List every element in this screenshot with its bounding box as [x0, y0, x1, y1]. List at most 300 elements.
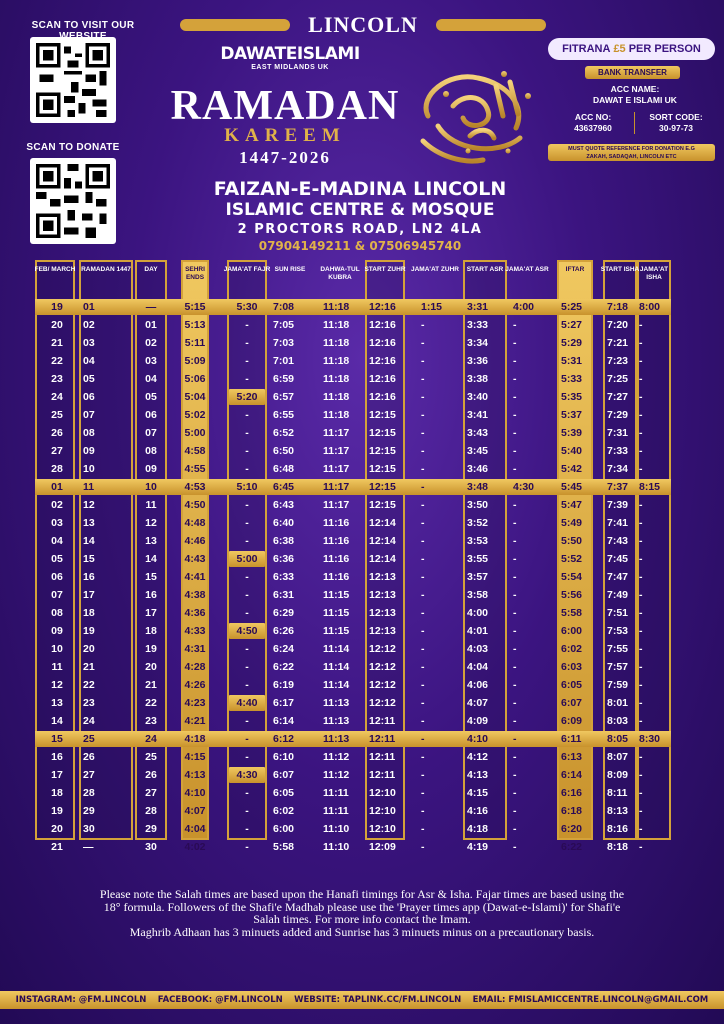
table-cell: -: [513, 751, 517, 763]
table-cell: 12:10: [369, 787, 396, 799]
table-cell: 6:57: [273, 391, 295, 403]
table-cell: 15: [145, 571, 157, 583]
table-cell: 23: [83, 697, 95, 709]
table-cell: 3:55: [467, 553, 489, 565]
table-cell: 6:26: [273, 625, 295, 637]
table-cell: 03: [145, 355, 157, 367]
qr-donate-code[interactable]: [30, 158, 116, 244]
table-cell: -: [513, 643, 517, 655]
banner-bar-right: [436, 19, 546, 31]
table-cell: -: [513, 373, 517, 385]
table-cell: 7:27: [607, 391, 629, 403]
table-cell: 6:14: [561, 769, 583, 781]
table-cell: 4:12: [467, 751, 489, 763]
table-cell: 5:00: [184, 427, 206, 439]
table-cell: 12:15: [369, 463, 396, 475]
table-cell: 11:16: [323, 553, 350, 565]
table-cell: 6:02: [273, 805, 295, 817]
table-cell: 26: [145, 769, 157, 781]
table-cell: -: [421, 715, 425, 727]
table-cell: 3:34: [467, 337, 489, 349]
table-cell: 10: [51, 643, 63, 655]
table-cell: 12:15: [369, 499, 396, 511]
table-cell: -: [513, 823, 517, 835]
table-cell: -: [245, 661, 249, 673]
table-cell: 5:40: [561, 445, 583, 457]
table-cell: 11:14: [323, 661, 350, 673]
table-cell: 4:50: [236, 625, 258, 637]
table-cell: 4:01: [467, 625, 489, 637]
table-cell: 7:39: [607, 499, 629, 511]
sort-code: [634, 112, 717, 134]
table-cell: 30: [145, 841, 157, 853]
table-cell: -: [421, 643, 425, 655]
table-cell: 4:28: [184, 661, 206, 673]
table-cell: 5:56: [561, 589, 583, 601]
table-cell: 6:07: [273, 769, 295, 781]
table-cell: 12:12: [369, 679, 396, 691]
table-cell: 5:42: [561, 463, 583, 475]
table-cell: 4:04: [184, 823, 206, 835]
table-cell: -: [513, 607, 517, 619]
table-cell: 4:06: [467, 679, 489, 691]
table-cell: 6:22: [273, 661, 295, 673]
table-cell: 6:24: [273, 643, 295, 655]
table-cell: -: [421, 373, 425, 385]
table-cell: 6:50: [273, 445, 295, 457]
footer-website[interactable]: WEBSITE: TAPLINK.CC/FM.LINCOLN: [294, 995, 462, 1005]
table-row: [35, 784, 671, 802]
table-cell: -: [639, 535, 643, 547]
table-cell: 22: [145, 697, 157, 709]
table-cell: 18: [145, 625, 157, 637]
column-header: START ASR: [466, 266, 504, 273]
table-cell: 12:16: [369, 391, 396, 403]
table-cell: 7:41: [607, 517, 629, 529]
mosque-address: 2 PROCTORS ROAD, LN2 4LA: [237, 222, 483, 237]
table-cell: 10: [83, 463, 95, 475]
table-row: [35, 676, 671, 694]
table-cell: 7:34: [607, 463, 629, 475]
table-cell: 8:03: [607, 715, 629, 727]
table-cell: 8:05: [607, 733, 629, 745]
table-cell: 4:21: [184, 715, 206, 727]
table-cell: 11:16: [323, 535, 350, 547]
table-cell: 3:40: [467, 391, 489, 403]
table-cell: -: [421, 589, 425, 601]
table-cell: 6:29: [273, 607, 295, 619]
table-row: [35, 532, 671, 550]
table-row: [35, 388, 671, 406]
table-cell: 5:39: [561, 427, 583, 439]
table-cell: 4:07: [184, 805, 206, 817]
table-cell: 11:17: [323, 427, 350, 439]
table-cell: 6:59: [273, 373, 295, 385]
sort-code-label: SORT CODE:: [649, 112, 703, 122]
table-cell: 21: [83, 661, 95, 673]
table-cell: 11:18: [323, 337, 350, 349]
table-cell: 11:18: [323, 373, 350, 385]
table-cell: 7:21: [607, 337, 629, 349]
table-cell: 19: [145, 643, 157, 655]
table-cell: 4:15: [467, 787, 489, 799]
table-cell: 6:07: [561, 697, 583, 709]
table-cell: -: [421, 553, 425, 565]
table-cell: 6:09: [561, 715, 583, 727]
table-cell: 4:23: [184, 697, 206, 709]
note-line-1: Please note the Salah times are based upon the Hanafi timings for Asr & Isha. Fajar times are based using the: [99, 887, 625, 901]
table-cell: 7:57: [607, 661, 629, 673]
table-cell: -: [513, 535, 517, 547]
table-cell: 3:43: [467, 427, 489, 439]
prayer-timetable: [34, 260, 671, 853]
table-cell: -: [245, 571, 249, 583]
table-cell: -: [421, 481, 425, 493]
table-cell: 11:13: [323, 697, 350, 709]
timing-note: [18, 888, 706, 938]
table-cell: 15: [83, 553, 95, 565]
table-cell: 6:38: [273, 535, 295, 547]
page-year: 1447-2026: [239, 148, 331, 167]
column-header: SUN RISE: [274, 266, 306, 273]
table-cell: -: [513, 589, 517, 601]
table-cell: 5:47: [561, 499, 583, 511]
note-line-3: Salah times. For more info contact the Imam.: [253, 912, 471, 926]
table-cell: 24: [83, 715, 95, 727]
table-cell: -: [513, 769, 517, 781]
table-cell: -: [421, 607, 425, 619]
table-cell: -: [421, 337, 425, 349]
table-cell: 7:05: [273, 319, 295, 331]
table-cell: -: [639, 751, 643, 763]
table-cell: 6:45: [273, 481, 295, 493]
table-cell: 4:03: [467, 643, 489, 655]
table-cell: -: [245, 823, 249, 835]
table-cell: -: [245, 445, 249, 457]
table-cell: -: [421, 571, 425, 583]
table-cell: 20: [51, 319, 63, 331]
table-cell: 12:15: [369, 481, 396, 493]
table-cell: 11:11: [323, 805, 349, 817]
table-cell: 27: [51, 445, 63, 457]
table-cell: 12:16: [369, 337, 396, 349]
table-cell: 11:15: [323, 625, 350, 637]
table-cell: 10: [145, 481, 157, 493]
table-cell: 20: [51, 823, 63, 835]
table-cell: 6:05: [561, 679, 583, 691]
table-row: [35, 514, 671, 532]
table-cell: 7:01: [273, 355, 295, 367]
table-cell: -: [245, 499, 249, 511]
table-cell: 11:10: [323, 823, 350, 835]
table-cell: 7:23: [607, 355, 629, 367]
acc-no: [552, 112, 634, 134]
table-cell: 3:41: [467, 409, 489, 421]
table-cell: 6:17: [273, 697, 295, 709]
table-row: [35, 316, 671, 334]
table-cell: -: [421, 445, 425, 457]
table-cell: 11:12: [323, 769, 350, 781]
fitrana-amount: £5: [613, 43, 626, 55]
table-cell: -: [513, 319, 517, 331]
table-cell: 02: [83, 319, 95, 331]
table-cell: 17: [145, 607, 157, 619]
table-cell: 6:55: [273, 409, 295, 421]
city-title: LINCOLN: [308, 12, 418, 37]
table-cell: 7:53: [607, 625, 629, 637]
footer-email[interactable]: EMAIL: FMISLAMICCENTRE.LINCOLN@GMAIL.COM: [472, 995, 709, 1005]
table-cell: 07: [145, 427, 157, 439]
table-row: [35, 712, 671, 730]
qr-website-code[interactable]: [30, 37, 116, 123]
table-cell: 4:41: [184, 571, 206, 583]
table-cell: 6:18: [561, 805, 583, 817]
table-cell: -: [245, 589, 249, 601]
table-cell: -: [513, 571, 517, 583]
table-row: [35, 298, 671, 316]
table-cell: 6:36: [273, 553, 295, 565]
table-cell: -: [639, 319, 643, 331]
table-cell: 26: [51, 427, 63, 439]
table-cell: -: [513, 337, 517, 349]
table-cell: 4:09: [467, 715, 489, 727]
acc-name-value: DAWAT E ISLAMI UK: [593, 95, 677, 105]
note-line-2: 18° formula. Followers of the Shafi'e Madhab please use the 'Prayer times app (Dawat-e-Islami)' for Shafi'e: [103, 899, 621, 914]
table-cell: -: [513, 445, 517, 457]
table-cell: 07: [51, 589, 63, 601]
qr-donate-label: SCAN TO DONATE: [26, 142, 120, 153]
table-cell: 11: [51, 661, 63, 673]
table-cell: 11:14: [323, 643, 350, 655]
table-cell: -: [639, 445, 643, 457]
table-cell: 11:16: [323, 517, 350, 529]
table-cell: 4:36: [184, 607, 206, 619]
table-cell: 4:10: [467, 733, 489, 745]
table-cell: 12: [83, 499, 95, 511]
table-cell: 11:17: [323, 481, 350, 493]
table-cell: -: [639, 625, 643, 637]
table-cell: 14: [83, 535, 95, 547]
table-cell: 7:33: [607, 445, 629, 457]
table-cell: 19: [51, 301, 63, 313]
table-cell: 26: [83, 751, 95, 763]
table-cell: -: [513, 697, 517, 709]
table-cell: 11: [145, 499, 157, 511]
table-cell: 06: [51, 571, 63, 583]
table-cell: -: [421, 661, 425, 673]
table-cell: 5:54: [561, 571, 583, 583]
table-cell: -: [639, 787, 643, 799]
table-cell: -: [421, 517, 425, 529]
table-cell: -: [421, 787, 425, 799]
table-cell: 3:53: [467, 535, 489, 547]
table-cell: 6:00: [561, 625, 583, 637]
table-cell: -: [639, 499, 643, 511]
table-cell: -: [513, 787, 517, 799]
table-cell: 8:00: [639, 301, 661, 313]
table-cell: 4:30: [513, 481, 535, 493]
table-cell: 13: [51, 697, 63, 709]
table-cell: 13: [145, 535, 157, 547]
table-cell: 11: [83, 481, 95, 493]
table-cell: 3:45: [467, 445, 489, 457]
table-cell: 7:51: [607, 607, 629, 619]
table-cell: -: [421, 463, 425, 475]
table-cell: 12:12: [369, 697, 396, 709]
table-cell: -: [245, 841, 249, 853]
table-cell: 8:01: [607, 697, 629, 709]
table-cell: 8:30: [639, 733, 661, 745]
table-cell: 08: [145, 445, 157, 457]
table-cell: -: [639, 661, 643, 673]
mosque-line2: ISLAMIC CENTRE & MOSQUE: [225, 200, 495, 220]
table-cell: 11:18: [323, 301, 350, 313]
table-cell: -: [245, 337, 249, 349]
table-cell: 5:27: [561, 319, 583, 331]
footer-instagram[interactable]: INSTAGRAM: @FM.LINCOLN: [15, 995, 147, 1005]
table-cell: 20: [145, 661, 157, 673]
table-cell: 4:15: [184, 751, 206, 763]
table-cell: 17: [51, 769, 63, 781]
table-cell: -: [513, 517, 517, 529]
table-cell: 6:14: [273, 715, 295, 727]
column-header: JAMA'AT ZUHR: [410, 266, 459, 273]
table-cell: -: [245, 373, 249, 385]
table-row: [35, 370, 671, 388]
table-row: [35, 694, 671, 712]
table-cell: 7:55: [607, 643, 629, 655]
table-cell: 5:37: [561, 409, 583, 421]
table-cell: 27: [83, 769, 95, 781]
table-cell: 5:49: [561, 517, 583, 529]
table-cell: 04: [51, 535, 63, 547]
table-row: [35, 604, 671, 622]
column-header: JAMA'AT FAJR: [223, 266, 271, 273]
table-cell: 28: [145, 805, 157, 817]
table-cell: 7:08: [273, 301, 295, 313]
table-cell: 11:18: [323, 391, 350, 403]
column-header: RAMADAN 1447: [81, 266, 131, 273]
table-cell: -: [513, 805, 517, 817]
table-row: [35, 622, 671, 640]
table-cell: 19: [51, 805, 63, 817]
table-cell: -: [421, 697, 425, 709]
table-cell: 4:00: [467, 607, 489, 619]
table-cell: 12:13: [369, 589, 396, 601]
brand-sub: EAST MIDLANDS UK: [251, 64, 329, 71]
table-cell: 7:45: [607, 553, 629, 565]
table-cell: 12:11: [369, 715, 396, 727]
table-cell: 03: [83, 337, 95, 349]
table-cell: 12:16: [369, 301, 396, 313]
table-cell: 3:38: [467, 373, 489, 385]
table-cell: 6:52: [273, 427, 295, 439]
table-cell: -: [513, 355, 517, 367]
table-cell: 3:57: [467, 571, 489, 583]
table-cell: 23: [51, 373, 63, 385]
table-cell: 01: [83, 301, 95, 313]
table-cell: 6:31: [273, 589, 295, 601]
table-cell: 21: [51, 337, 63, 349]
table-cell: -: [639, 355, 643, 367]
table-cell: -: [421, 751, 425, 763]
brand-name: DAWATEISLAMI: [220, 44, 360, 64]
table-cell: 3:50: [467, 499, 489, 511]
table-row: [35, 658, 671, 676]
table-cell: 4:31: [184, 643, 206, 655]
table-cell: 4:19: [467, 841, 489, 853]
table-cell: 27: [145, 787, 157, 799]
table-cell: 5:00: [236, 553, 258, 565]
table-cell: 7:03: [273, 337, 295, 349]
table-cell: -: [421, 535, 425, 547]
table-cell: 3:52: [467, 517, 489, 529]
table-cell: 11:15: [323, 589, 350, 601]
table-cell: 12:16: [369, 373, 396, 385]
table-cell: 8:09: [607, 769, 629, 781]
table-cell: 08: [51, 607, 63, 619]
table-cell: 30: [83, 823, 95, 835]
footer-facebook[interactable]: FACEBOOK: @FM.LINCOLN: [157, 995, 283, 1005]
table-cell: 05: [51, 553, 63, 565]
table-cell: -: [245, 463, 249, 475]
table-cell: 12:14: [369, 535, 396, 547]
table-cell: 5:06: [184, 373, 206, 385]
table-cell: -: [421, 427, 425, 439]
table-cell: -: [639, 823, 643, 835]
table-header: [35, 260, 671, 294]
table-cell: 8:16: [607, 823, 629, 835]
table-row: [35, 640, 671, 658]
table-cell: -: [421, 391, 425, 403]
table-cell: 13: [83, 517, 95, 529]
mosque-name: FAIZAN-E-MADINA LINCOLN: [213, 178, 507, 200]
table-cell: 7:37: [607, 481, 629, 493]
reference-note: [548, 144, 715, 161]
mosque-phones: 07904149211 & 07506945740: [258, 239, 462, 253]
table-cell: -: [421, 841, 425, 853]
table-cell: 12: [51, 679, 63, 691]
table-cell: 12:10: [369, 823, 396, 835]
table-cell: 12:14: [369, 553, 396, 565]
table-cell: 11:18: [323, 319, 350, 331]
table-cell: 1:15: [421, 301, 443, 313]
table-cell: 01: [145, 319, 157, 331]
table-row: [35, 802, 671, 820]
table-row: [35, 550, 671, 568]
column-header: JAMA'AT ASR: [505, 266, 549, 273]
table-cell: 6:03: [561, 661, 583, 673]
table-cell: 8:11: [607, 787, 628, 799]
table-cell: -: [639, 373, 643, 385]
qr-website-label: SCAN TO VISIT OUR: [31, 20, 135, 31]
table-cell: 11:12: [323, 751, 350, 763]
table-cell: 12:10: [369, 805, 396, 817]
banner-bar-left: [180, 19, 290, 31]
table-cell: 14: [51, 715, 63, 727]
table-cell: -: [245, 679, 249, 691]
table-cell: 29: [83, 805, 95, 817]
table-cell: 4:18: [467, 823, 489, 835]
table-cell: 7:29: [607, 409, 629, 421]
table-cell: 04: [145, 373, 157, 385]
table-cell: -: [639, 463, 643, 475]
table-cell: -: [639, 805, 643, 817]
reference-line-1: MUST QUOTE REFERENCE FOR DONATION E.G: [568, 146, 695, 152]
table-cell: -: [513, 679, 517, 691]
table-cell: -: [639, 571, 643, 583]
table-cell: 11:15: [323, 607, 350, 619]
